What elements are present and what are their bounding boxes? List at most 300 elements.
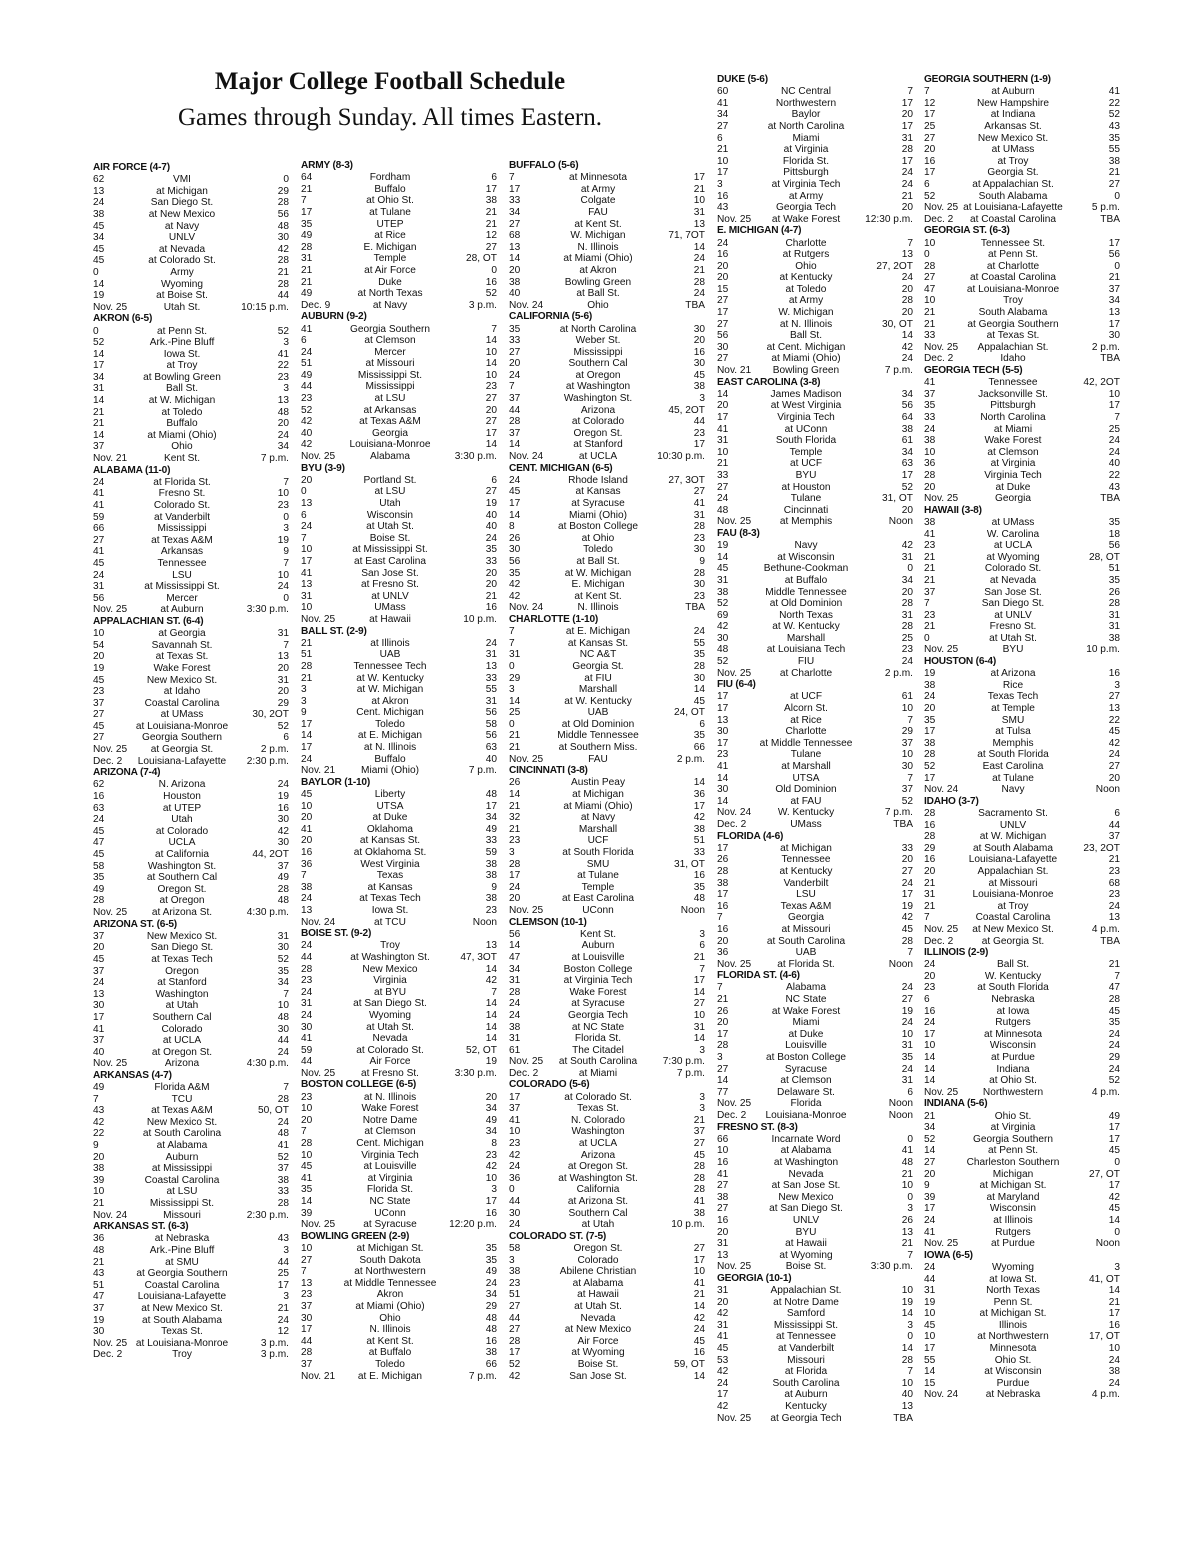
team-score: 35 xyxy=(301,1184,313,1196)
team-score: 51 xyxy=(93,1279,105,1291)
opponent-score: 21 xyxy=(1108,959,1120,971)
opponent: at W. Kentucky xyxy=(356,672,424,684)
opponent-score: 44 xyxy=(1108,819,1120,831)
team-score: 31 xyxy=(924,1285,936,1297)
opponent-score: 33 xyxy=(485,835,497,847)
game-row xyxy=(93,360,289,372)
game-row xyxy=(301,835,497,847)
opponent-score: 24 xyxy=(901,877,913,889)
game-row xyxy=(301,952,497,964)
team-score: 31 xyxy=(509,975,521,987)
team-score: 6 xyxy=(301,509,307,521)
opponent: San Diego St. xyxy=(981,598,1045,610)
game-row xyxy=(924,843,1120,855)
game-row xyxy=(301,393,497,405)
team-score: 7 xyxy=(717,982,723,994)
team-name: GEORGIA SOUTHERN (1-9) xyxy=(924,74,1051,85)
opponent: at Kansas xyxy=(367,881,413,893)
opponent-score: 38 xyxy=(1108,632,1120,644)
opponent: Wake Forest xyxy=(153,662,211,674)
team-score: 20 xyxy=(301,1114,313,1126)
game-row xyxy=(93,1186,289,1198)
opponent-score: 33 xyxy=(485,555,497,567)
team-score: 31 xyxy=(717,435,729,447)
opponent-score: 17 xyxy=(901,889,913,901)
opponent-score: 52 xyxy=(901,795,913,807)
opponent-score: 24 xyxy=(693,1324,705,1336)
opponent-score: 20 xyxy=(901,109,913,121)
team-score: 23 xyxy=(924,982,936,994)
team-score: 34 xyxy=(93,232,105,244)
game-row xyxy=(93,744,289,756)
opponent: at Utah St. xyxy=(574,1300,622,1312)
opponent: at Virginia xyxy=(990,1122,1036,1134)
opponent-score: 24 xyxy=(901,656,913,668)
opponent: at San Diego St. xyxy=(769,1203,843,1215)
opponent: at Miami (Ohio) xyxy=(563,800,633,812)
opponent: Louisiana-Lafayette xyxy=(137,1291,227,1303)
team-score: 27 xyxy=(924,1156,936,1168)
game-row xyxy=(717,901,913,913)
game-row xyxy=(924,1343,1120,1355)
opponent: at Georgia St. xyxy=(981,935,1045,947)
game-row xyxy=(301,172,497,184)
game-row xyxy=(924,901,1120,913)
opponent-score: 55 xyxy=(1108,144,1120,156)
team-score: Dec. 2 xyxy=(924,353,954,365)
opponent: N. Illinois xyxy=(577,602,619,614)
opponent: Michigan xyxy=(992,1168,1034,1180)
game-row xyxy=(509,964,705,976)
game-row xyxy=(717,726,913,738)
opponent: at Middle Tennessee xyxy=(759,737,853,749)
opponent-score: 10 xyxy=(901,1285,913,1297)
team-score: 34 xyxy=(717,109,729,121)
team-name: BOWLING GREEN (2-9) xyxy=(301,1230,410,1242)
opponent-score: Noon xyxy=(888,1098,913,1110)
team-score: 14 xyxy=(301,1196,313,1207)
team-score: 41 xyxy=(924,377,936,389)
opponent: San Jose St. xyxy=(361,567,419,579)
opponent: Alcorn St. xyxy=(784,703,828,715)
opponent: Colorado xyxy=(161,1023,203,1035)
opponent-score: 24 xyxy=(693,253,705,265)
team-score: 37 xyxy=(301,1300,313,1312)
opponent-score: 10 xyxy=(693,1266,705,1278)
team-score: 41 xyxy=(93,500,105,511)
team-block xyxy=(717,225,913,376)
game-row xyxy=(301,859,497,871)
team-score: 49 xyxy=(93,883,105,895)
team-score: 21 xyxy=(509,742,521,754)
team-score: Nov. 25 xyxy=(93,1058,128,1070)
team-score: 44 xyxy=(509,404,521,416)
game-row xyxy=(509,1266,705,1278)
opponent: Charlotte xyxy=(785,237,827,249)
opponent-score: 21 xyxy=(901,1238,913,1250)
opponent: Arizona xyxy=(580,404,616,416)
team-score: 8 xyxy=(509,521,515,533)
game-row xyxy=(509,1173,705,1185)
game-row xyxy=(93,523,289,535)
opponent-score: 7 xyxy=(699,963,705,975)
opponent-score: 24 xyxy=(1108,1377,1120,1389)
opponent-score: 13 xyxy=(485,940,497,952)
opponent-score: 10 xyxy=(1108,1343,1120,1355)
game-row xyxy=(717,319,913,331)
game-row xyxy=(509,1359,705,1371)
opponent: TCU xyxy=(171,1093,193,1105)
team-score: 23 xyxy=(509,1138,521,1150)
team-score: 45 xyxy=(93,825,105,837)
opponent-score: 41 xyxy=(1108,86,1120,98)
game-row xyxy=(717,587,913,599)
opponent-score: 28 xyxy=(693,1184,705,1196)
opponent: at W. Michigan xyxy=(356,684,424,696)
opponent-score: 41 xyxy=(693,1277,705,1289)
game-row xyxy=(93,570,289,582)
opponent: Middle Tennessee xyxy=(557,730,639,742)
opponent-score: 23 xyxy=(485,1149,497,1161)
opponent-score: 24 xyxy=(693,288,705,300)
game-row xyxy=(301,335,497,347)
opponent-score: 28 xyxy=(277,1093,289,1105)
opponent-score: 61 xyxy=(901,691,913,703)
game-row xyxy=(93,395,289,407)
opponent: at UCLA xyxy=(578,1138,618,1150)
opponent-score: 13 xyxy=(277,395,289,407)
opponent: NC State xyxy=(369,1196,411,1207)
opponent-score: 28 xyxy=(693,1172,705,1184)
team-block xyxy=(509,463,705,614)
game-row xyxy=(924,1274,1120,1286)
opponent: Miami xyxy=(792,1017,820,1029)
opponent: at Oregon St. xyxy=(151,1046,213,1058)
opponent-score: 7 p.m. xyxy=(676,1067,705,1079)
opponent-score: 3:30 p.m. xyxy=(454,451,497,463)
game-row xyxy=(717,1389,913,1401)
opponent: UTEP xyxy=(376,218,404,230)
opponent-score: 3:30 p.m. xyxy=(246,604,289,616)
team-score: 30 xyxy=(93,1326,105,1338)
opponent: Tennessee St. xyxy=(980,237,1046,249)
team-score: 12 xyxy=(924,97,936,109)
opponent-score: 27 xyxy=(485,393,497,405)
team-score: 37 xyxy=(93,1302,105,1314)
game-row xyxy=(509,1301,705,1313)
opponent-score: 14 xyxy=(485,439,497,451)
opponent-score: 0 xyxy=(1114,1226,1120,1238)
opponent-score: 19 xyxy=(485,498,497,509)
opponent: at Hawaii xyxy=(369,613,411,625)
opponent: Ohio St. xyxy=(994,1354,1032,1366)
opponent: South Dakota xyxy=(359,1254,421,1266)
game-row xyxy=(924,517,1120,529)
team-score: 45 xyxy=(93,255,105,267)
team-block xyxy=(93,162,289,313)
opponent-score: TBA xyxy=(893,1412,913,1424)
opponent-score: 42 xyxy=(901,912,913,924)
opponent-score: 5 p.m. xyxy=(1091,202,1120,214)
game-row xyxy=(93,954,289,966)
game-row xyxy=(924,1297,1120,1309)
opponent-score: 16 xyxy=(485,602,497,614)
opponent-score: 0 xyxy=(1114,260,1120,272)
opponent: Ohio xyxy=(379,1312,401,1324)
team-score: 14 xyxy=(509,439,521,451)
team-score: 41 xyxy=(301,567,313,579)
opponent-score: 31, OT xyxy=(674,858,705,870)
game-row xyxy=(301,533,497,545)
team-block xyxy=(717,74,913,225)
team-name: E. MICHIGAN (4-7) xyxy=(717,225,802,237)
opponent: at Kent St. xyxy=(366,1335,414,1347)
opponent: Boston College xyxy=(563,963,633,975)
opponent-score: 16 xyxy=(485,276,497,288)
opponent-score: 14 xyxy=(1108,1214,1120,1226)
team-score: 64 xyxy=(301,172,313,184)
opponent-score: 43 xyxy=(1108,481,1120,493)
team-score: 21 xyxy=(301,637,313,649)
game-row xyxy=(924,1087,1120,1099)
opponent-score: 17 xyxy=(1108,318,1120,330)
team-score: 44 xyxy=(301,1056,313,1068)
opponent-score: Noon xyxy=(472,916,497,928)
opponent-score: 17 xyxy=(693,1254,705,1266)
game-row xyxy=(717,982,913,994)
opponent-score: 13 xyxy=(901,249,913,261)
game-row xyxy=(93,791,289,803)
opponent: at North Carolina xyxy=(559,323,637,335)
opponent: at New Mexico St. xyxy=(141,1302,223,1314)
team-score: Nov. 25 xyxy=(717,958,752,970)
opponent: New Mexico xyxy=(362,963,418,975)
opponent-score: 45 xyxy=(693,1335,705,1347)
game-row xyxy=(717,179,913,191)
game-row xyxy=(717,959,913,971)
team-score: 34 xyxy=(924,1122,936,1134)
opponent-score: 7 xyxy=(283,988,289,1000)
opponent-score: 24 xyxy=(1108,749,1120,761)
team-block xyxy=(717,528,913,679)
game-row xyxy=(924,1331,1120,1343)
team-score: 14 xyxy=(717,1075,729,1087)
team-score: 24 xyxy=(301,753,313,765)
game-row xyxy=(509,730,705,742)
opponent: at Ball St. xyxy=(576,555,620,567)
game-row xyxy=(924,261,1120,273)
team-score: 10 xyxy=(301,602,313,614)
team-score: 40 xyxy=(93,1046,105,1058)
opponent-score: 38 xyxy=(277,1174,289,1186)
opponent: Marshall xyxy=(786,632,826,644)
opponent: at Louisville xyxy=(571,951,625,963)
opponent-score: 13 xyxy=(1108,307,1120,319)
team-score: 20 xyxy=(924,144,936,156)
opponent-score: 7 p.m. xyxy=(260,453,289,465)
game-row xyxy=(93,209,289,221)
team-score: 49 xyxy=(93,1082,105,1094)
team-score: 17 xyxy=(509,498,521,509)
team-score: 51 xyxy=(301,649,313,661)
game-row xyxy=(924,1355,1120,1367)
game-row xyxy=(301,1266,497,1278)
team-score: Nov. 25 xyxy=(717,213,752,225)
opponent-score: 14 xyxy=(1108,1285,1120,1297)
opponent: at Missouri xyxy=(988,877,1038,889)
opponent: at Wisconsin xyxy=(777,551,835,563)
game-row xyxy=(924,924,1120,936)
game-row xyxy=(509,638,705,650)
opponent-score: 25 xyxy=(901,632,913,644)
game-row xyxy=(924,1064,1120,1076)
team-score: 38 xyxy=(93,208,105,220)
opponent-score: 27 xyxy=(693,1242,705,1254)
team-score: 37 xyxy=(93,965,105,977)
game-row xyxy=(717,1261,913,1273)
team-name: BOISE ST. (9-2) xyxy=(301,928,372,940)
game-row xyxy=(717,238,913,250)
opponent-score: 20 xyxy=(277,418,289,430)
team-score: 20 xyxy=(717,260,729,272)
game-row xyxy=(509,358,705,370)
team-score: 52 xyxy=(509,1358,521,1370)
team-score: 19 xyxy=(93,1314,105,1326)
opponent: Oklahoma xyxy=(366,823,414,835)
opponent: at Minnesota xyxy=(569,172,627,184)
game-row xyxy=(93,989,289,1001)
opponent: at Nevada xyxy=(989,574,1037,586)
game-row xyxy=(717,563,913,575)
opponent-score: 27 xyxy=(1108,178,1120,190)
game-row xyxy=(301,1196,497,1208)
opponent-score: 24 xyxy=(1108,900,1120,912)
game-row xyxy=(509,1313,705,1325)
opponent-score: 42 xyxy=(485,1161,497,1173)
team-score: 41 xyxy=(93,1023,105,1035)
game-row xyxy=(924,307,1120,319)
opponent: UAB xyxy=(379,649,401,661)
team-score: 14 xyxy=(509,940,521,952)
team-score: 16 xyxy=(924,819,936,831)
opponent: at Florida St. xyxy=(777,958,835,970)
game-row xyxy=(924,214,1120,226)
opponent: UTSA xyxy=(792,772,820,784)
opponent: UCLA xyxy=(168,837,196,849)
game-row xyxy=(301,288,497,300)
team-score: 41 xyxy=(301,1172,313,1184)
opponent-score: 30 xyxy=(1108,330,1120,342)
game-row xyxy=(93,337,289,349)
opponent-score: 4 p.m. xyxy=(1091,1389,1120,1401)
opponent-score: 37 xyxy=(1108,831,1120,843)
opponent-score: 3:30 p.m. xyxy=(454,1067,497,1079)
team-score: 48 xyxy=(717,504,729,516)
opponent: at Old Dominion xyxy=(769,598,843,610)
game-row xyxy=(717,424,913,436)
opponent-score: 17 xyxy=(485,1196,497,1207)
team-score: 3 xyxy=(301,684,307,696)
team-score: 37 xyxy=(93,1035,105,1047)
game-row xyxy=(301,265,497,277)
team-score: 30 xyxy=(717,632,729,644)
opponent: at Charlotte xyxy=(779,667,833,679)
team-score: 21 xyxy=(93,418,105,430)
game-row xyxy=(717,749,913,761)
team-score: 37 xyxy=(93,930,105,942)
opponent-score: 24 xyxy=(901,178,913,190)
team-score: 41 xyxy=(301,323,313,335)
opponent-score: 20 xyxy=(901,307,913,319)
game-row xyxy=(717,1087,913,1099)
team-score: 0 xyxy=(93,325,99,337)
game-row xyxy=(301,696,497,708)
opponent-score: 3 xyxy=(699,1103,705,1115)
team-score: 28 xyxy=(301,963,313,975)
opponent: at Oregon xyxy=(159,895,205,907)
game-row xyxy=(301,405,497,417)
team-score: 23 xyxy=(924,609,936,621)
opponent: Air Force xyxy=(369,1056,411,1068)
team-score: 33 xyxy=(717,469,729,481)
team-score: 21 xyxy=(924,877,936,889)
game-row xyxy=(93,966,289,978)
team-score: 39 xyxy=(93,1174,105,1186)
game-row xyxy=(301,1022,497,1034)
opponent: Ball St. xyxy=(789,330,823,342)
team-score: 0 xyxy=(93,266,99,278)
game-row xyxy=(924,295,1120,307)
team-score: 52 xyxy=(717,598,729,610)
game-row xyxy=(509,184,705,196)
team-name: FRESNO ST. (8-3) xyxy=(717,1121,798,1133)
opponent: Austin Peay xyxy=(570,777,626,789)
opponent: Utah xyxy=(379,498,401,509)
game-row xyxy=(93,197,289,209)
game-row xyxy=(93,535,289,547)
team-score: 10 xyxy=(509,1126,521,1138)
team-score: 9 xyxy=(924,1180,930,1192)
opponent-score: 59, OT xyxy=(674,1358,705,1370)
schedule-column-4 xyxy=(717,74,913,1424)
opponent: at Stanford xyxy=(157,977,207,989)
team-score: 17 xyxy=(924,1028,936,1040)
team-name: FIU (6-4) xyxy=(717,679,756,691)
opponent: at Toledo xyxy=(161,406,203,418)
game-row xyxy=(509,288,705,300)
team-score: 7 xyxy=(509,172,515,184)
opponent-score: 16 xyxy=(485,1335,497,1347)
team-score: 39 xyxy=(924,1191,936,1203)
team-score: 20 xyxy=(301,474,313,486)
opponent: at Michigan xyxy=(572,789,624,801)
opponent-score: 29 xyxy=(277,185,289,197)
opponent: San Jose St. xyxy=(984,586,1042,598)
team-block xyxy=(509,614,705,765)
opponent-score: 29 xyxy=(901,726,913,738)
game-row xyxy=(93,221,289,233)
game-row xyxy=(301,812,497,824)
opponent: Florida A&M xyxy=(154,1082,210,1094)
opponent-score: 6 xyxy=(699,940,705,952)
game-row xyxy=(924,377,1120,389)
game-row xyxy=(93,1128,289,1140)
opponent-score: 16 xyxy=(1108,1319,1120,1331)
opponent: Oregon St. xyxy=(573,427,623,439)
opponent: UNLV xyxy=(792,1214,820,1226)
opponent-score: 3 xyxy=(1114,679,1120,691)
opponent-score: 37 xyxy=(277,860,289,872)
